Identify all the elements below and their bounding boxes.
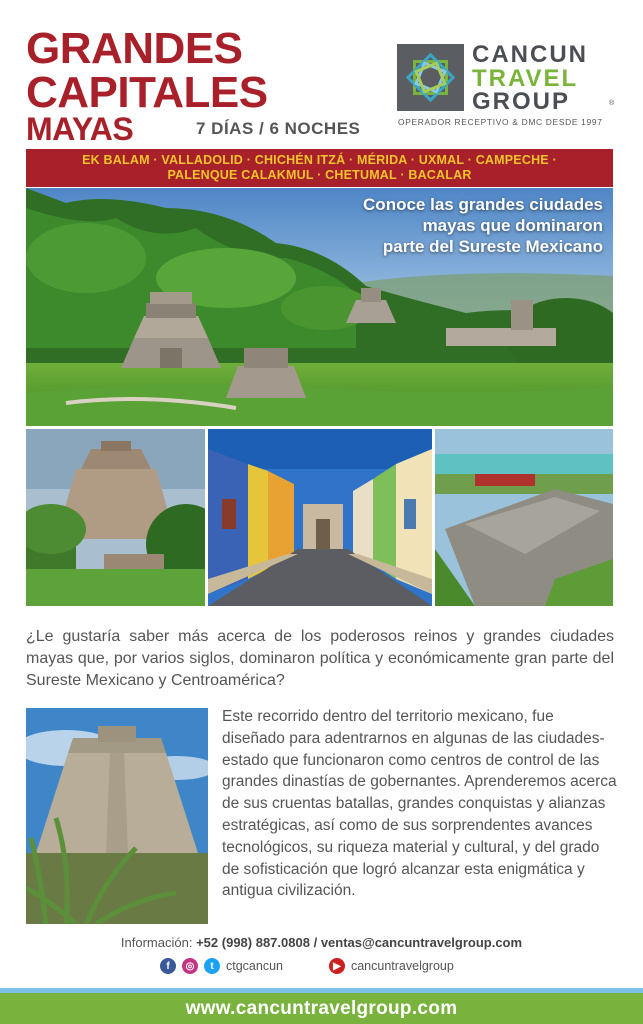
intro-paragraph: ¿Le gustaría saber más acerca de los poderosos reinos y grandes ciudades mayas que, por varios siglos, dominaron política y económicamente gran parte del Sureste Mexicano y Centroamérica? xyxy=(26,628,614,689)
logo-word-cancun: CANCUN xyxy=(472,41,588,68)
hero-caption-line-3: parte del Sureste Mexicano xyxy=(382,237,603,256)
footer-bar xyxy=(0,993,643,1024)
hero-caption-line-2: mayas que dominaron xyxy=(422,216,603,235)
youtube-handle[interactable]: cancuntravelgroup xyxy=(350,959,454,973)
destinations-line-2: PALENQUE CALAKMUL · CHETUMAL · BACALAR xyxy=(167,168,472,182)
destinations-banner xyxy=(26,149,613,187)
instagram-icon[interactable]: ◎ xyxy=(182,958,198,974)
contact-label: Información: xyxy=(120,935,193,950)
footer-url-link[interactable]: www.cancuntravelgroup.com xyxy=(185,998,458,1019)
youtube-icon[interactable]: ▶ xyxy=(329,958,345,974)
destinations-line-1: EK BALAM · VALLADOLID · CHICHÉN ITZÁ · MÉRIDA · UXMAL · CAMPECHE · xyxy=(82,153,557,167)
hero-caption xyxy=(363,194,603,257)
title-line-3: MAYAS xyxy=(26,111,134,147)
duration-label: 7 DÍAS / 6 NOCHES xyxy=(196,119,361,138)
logo-word-group: GROUP xyxy=(472,88,571,115)
logo-star-icon xyxy=(397,44,464,111)
social-links xyxy=(160,956,454,976)
contact-phone[interactable]: +52 (998) 887.0808 xyxy=(196,935,310,950)
hero-caption-line-1: Conoce las grandes ciudades xyxy=(363,195,603,214)
photo-uxmal-magician-pyramid xyxy=(26,429,205,606)
title-line-1: GRANDES xyxy=(26,24,243,73)
title-line-2: CAPITALES xyxy=(26,68,268,117)
contact-email[interactable]: ventas@cancuntravelgroup.com xyxy=(320,935,523,950)
twitter-icon[interactable]: t xyxy=(204,958,220,974)
photo-bacalar-fort xyxy=(435,429,613,606)
body-paragraph: Este recorrido dentro del territorio mexicano, fue diseñado para adentrarnos en algunas de las ciudades-estado que funcionaron como centros de control de las grandes dinastías de gobernantes. Aprenderemos acerca de sus cruentas batallas, grandes conquistas y alianzas estratégicas, así como de sus sorprendentes avances tecnológicos, su riqueza material y cultural, y del grado de sofisticación que logró alcanzar esta enigmática y antigua civilización. xyxy=(222,708,617,900)
photo-chichen-itza-pyramid xyxy=(26,708,208,924)
logo-word-travel: TRAVEL xyxy=(472,65,579,92)
contact-line xyxy=(0,935,643,950)
facebook-icon[interactable]: f xyxy=(160,958,176,974)
social-handle[interactable]: ctgcancun xyxy=(226,959,283,973)
contact-separator: / xyxy=(313,935,318,950)
logo-registered-mark: ® xyxy=(609,100,615,107)
logo-tagline: OPERADOR RECEPTIVO & DMC DESDE 1997 xyxy=(398,117,603,127)
photo-campeche-street xyxy=(208,429,432,606)
hero-photo-palenque xyxy=(26,188,613,426)
